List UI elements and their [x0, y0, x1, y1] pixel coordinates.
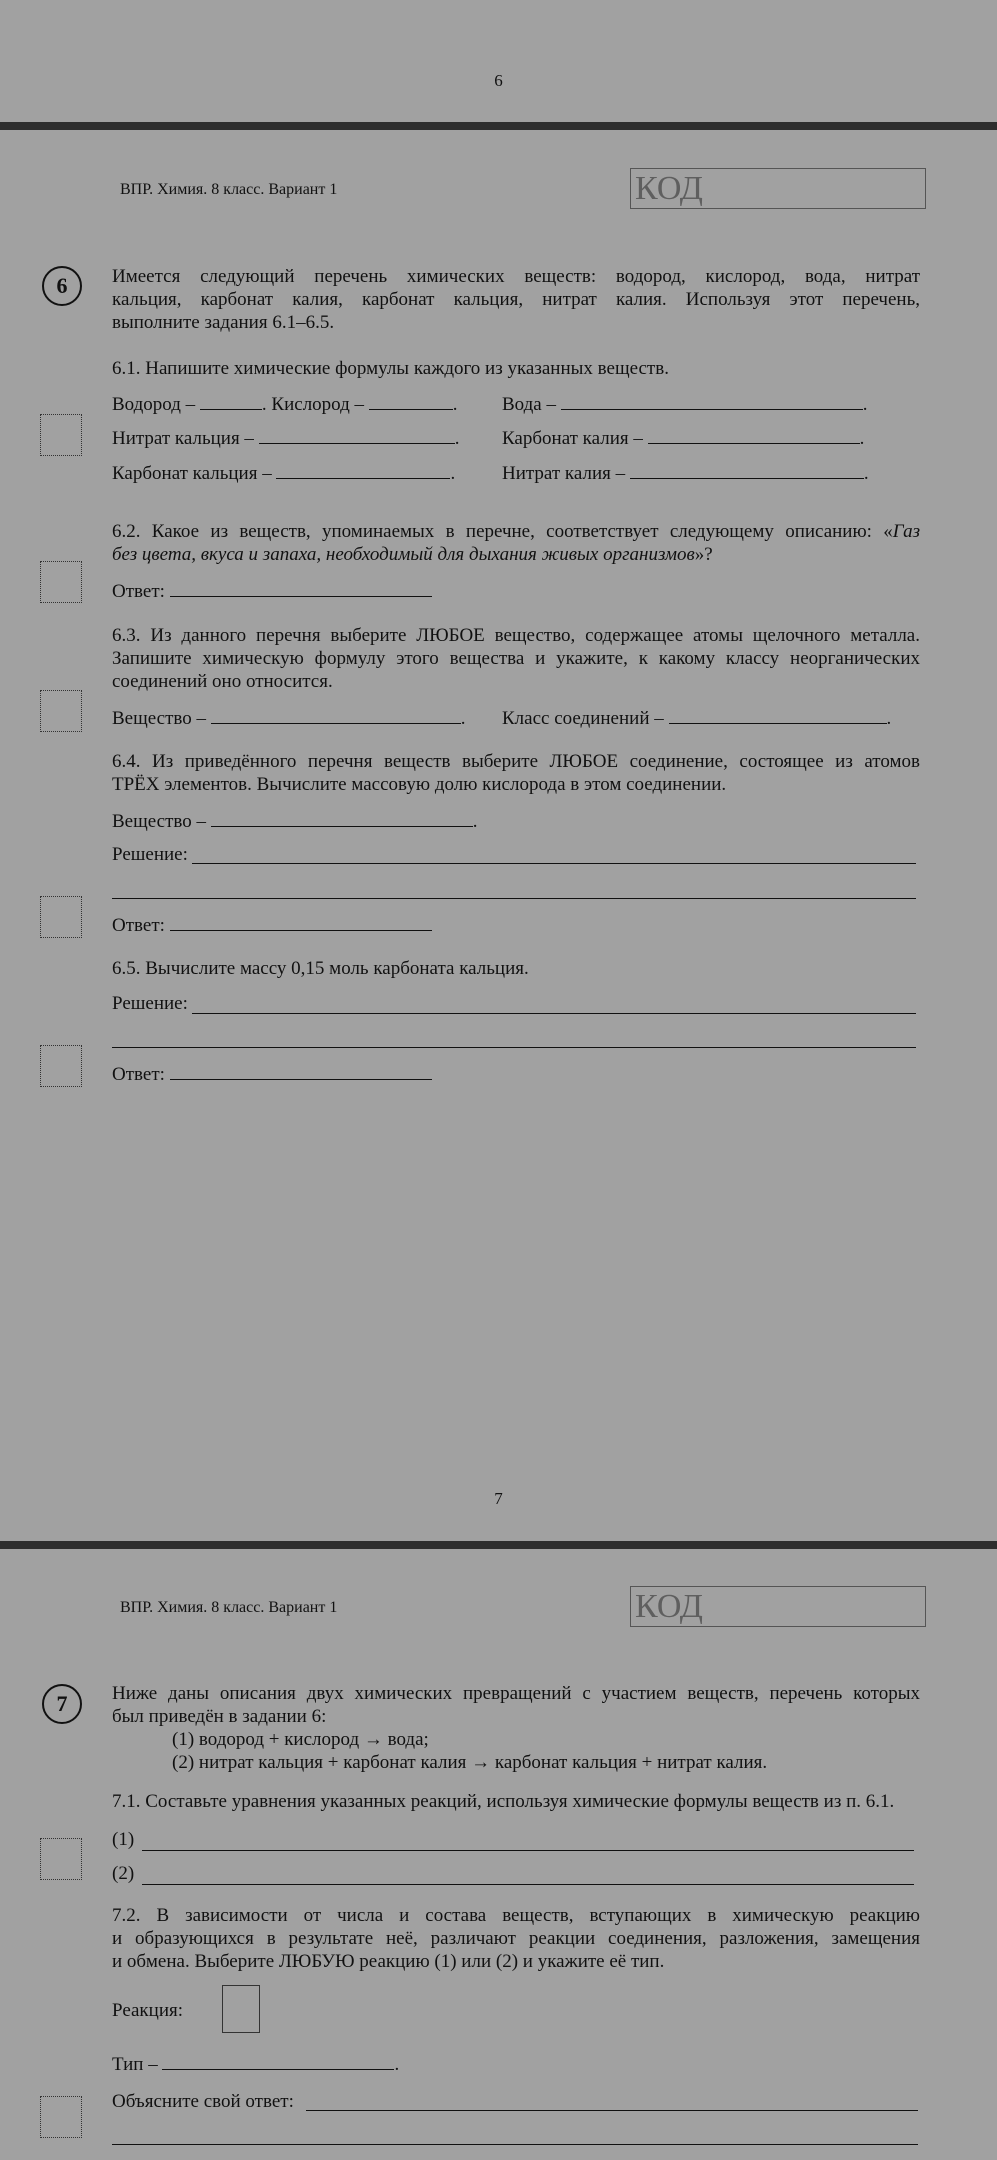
- prompt-line: ТРЁХ элементов. Вычислите массовую долю кислорода в этом соединении.: [112, 774, 727, 795]
- task-number-badge: 7: [42, 1684, 82, 1724]
- task-6-2-prompt: [112, 520, 920, 566]
- class-row: Класс соединений – .: [502, 705, 891, 730]
- row-water: Вода – .: [502, 391, 867, 416]
- prompt-line: 6.4. Из приведённого перечня веществ выберите ЛЮБОЕ соединение, состоящее из атомов: [112, 751, 920, 772]
- equation-2-line[interactable]: [142, 1884, 914, 1885]
- answer-field[interactable]: [170, 578, 432, 597]
- prompt-text: »?: [694, 544, 713, 565]
- page-number: 7: [494, 1489, 503, 1508]
- explain-line[interactable]: [306, 2110, 918, 2111]
- answer-row: [112, 912, 432, 937]
- oxygen-label: Кислород –: [271, 394, 365, 415]
- page-divider: [0, 122, 997, 130]
- intro-line: кальция, карбонат калия, карбонат кальция, нитрат калия. Используя этот перечень,: [112, 289, 920, 310]
- prompt-line: и образующихся в результате неё, различают реакции соединения, разложения, замещения: [112, 1928, 920, 1949]
- type-label: Тип –: [112, 2054, 158, 2075]
- solution-line[interactable]: [112, 898, 916, 899]
- answer-label: Ответ:: [112, 915, 165, 936]
- solution-line[interactable]: [192, 1013, 916, 1014]
- substance-label: Вещество –: [112, 811, 206, 832]
- potassium-nitrate-formula-field[interactable]: [630, 460, 864, 479]
- equation-2-label: (2): [112, 1863, 135, 1884]
- answer-row: [112, 1061, 432, 1086]
- hydrogen-formula-field[interactable]: [200, 391, 262, 410]
- row-potassium-carbonate: Карбонат калия – .: [502, 425, 864, 450]
- page-divider: [0, 1541, 997, 1549]
- class-label: Класс соединений –: [502, 708, 664, 729]
- task-7-1-prompt: 7.1. Составьте уравнения указанных реакций, используя химические формулы веществ из п. 6.1.: [112, 1791, 895, 1812]
- prompt-line: Запишите химическую формулу этого вещества и укажите, к какому классу неорганических: [112, 648, 920, 669]
- score-box[interactable]: [40, 896, 82, 938]
- reaction-choice-label: Реакция:: [112, 2000, 183, 2021]
- water-label: Вода –: [502, 394, 556, 415]
- row-calcium-nitrate: Нитрат кальция – .: [112, 425, 459, 450]
- intro-line: Имеется следующий перечень химических веществ: водород, кислород, вода, нитрат: [112, 266, 920, 287]
- task-7-2-prompt: [112, 1904, 920, 1973]
- task-6-4-prompt: [112, 750, 920, 796]
- type-row: Тип – .: [112, 2051, 399, 2076]
- row-potassium-nitrate: Нитрат калия – .: [502, 460, 869, 485]
- calcium-carbonate-label: Карбонат кальция –: [112, 463, 272, 484]
- code-box[interactable]: КОД: [630, 168, 926, 209]
- task-6-3-prompt: [112, 624, 920, 693]
- class-field[interactable]: [669, 705, 887, 724]
- substance-row: Вещество – .: [112, 808, 477, 833]
- reaction-1: (1) водород + кислород → вода;: [172, 1729, 429, 1750]
- prompt-line: 6.3. Из данного перечня выберите ЛЮБОЕ вещество, содержащее атомы щелочного металла.: [112, 625, 920, 646]
- calcium-nitrate-formula-field[interactable]: [259, 425, 455, 444]
- hydrogen-label: Водород –: [112, 394, 196, 415]
- intro-line: Ниже даны описания двух химических превращений с участием веществ, перечень которых: [112, 1683, 920, 1704]
- prompt-italic: без цвета, вкуса и запаха, необходимый для дыхания живых организмов: [112, 544, 695, 565]
- prompt-line: 7.2. В зависимости от числа и состава веществ, вступающих в химическую реакцию: [112, 1905, 920, 1926]
- score-box[interactable]: [40, 1838, 82, 1880]
- score-box[interactable]: [40, 414, 82, 456]
- prompt-italic: Газ: [892, 521, 920, 542]
- answer-label: Ответ:: [112, 581, 165, 602]
- page-number: 6: [494, 71, 503, 90]
- prompt-text: 6.2. Какое из веществ, упоминаемых в перечне, соответствует следующему описанию: «: [112, 521, 893, 542]
- row-hydrogen-oxygen: Водород – . Кислород – .: [112, 391, 458, 416]
- solution-line[interactable]: [112, 1047, 916, 1048]
- score-box[interactable]: [40, 561, 82, 603]
- score-box[interactable]: [40, 1045, 82, 1087]
- task-6-5-prompt: 6.5. Вычислите массу 0,15 моль карбоната кальция.: [112, 958, 529, 979]
- potassium-nitrate-label: Нитрат калия –: [502, 463, 626, 484]
- substance-label: Вещество –: [112, 708, 206, 729]
- solution-line[interactable]: [192, 863, 916, 864]
- explain-line[interactable]: [112, 2144, 918, 2145]
- task-6-1-prompt: 6.1. Напишите химические формулы каждого из указанных веществ.: [112, 358, 669, 379]
- row-calcium-carbonate: Карбонат кальция – .: [112, 460, 455, 485]
- calcium-nitrate-label: Нитрат кальция –: [112, 428, 254, 449]
- prompt-line: соединений оно относится.: [112, 671, 333, 692]
- equation-1-label: (1): [112, 1829, 135, 1850]
- calcium-carbonate-formula-field[interactable]: [276, 460, 450, 479]
- reaction-2: (2) нитрат кальция + карбонат калия → карбонат кальция + нитрат калия.: [172, 1752, 768, 1773]
- potassium-carbonate-formula-field[interactable]: [648, 425, 860, 444]
- type-field[interactable]: [162, 2051, 394, 2070]
- solution-label: Решение:: [112, 993, 188, 1014]
- answer-field[interactable]: [170, 1061, 432, 1080]
- answer-field[interactable]: [170, 912, 432, 931]
- score-box[interactable]: [40, 2096, 82, 2138]
- task-intro: [112, 265, 920, 334]
- intro-line: был приведён в задании 6:: [112, 1706, 327, 1727]
- water-formula-field[interactable]: [561, 391, 863, 410]
- explain-label: Объясните свой ответ:: [112, 2091, 294, 2112]
- oxygen-formula-field[interactable]: [369, 391, 453, 410]
- intro-line: выполните задания 6.1–6.5.: [112, 312, 335, 333]
- page-header: ВПР. Химия. 8 класс. Вариант 1: [120, 181, 338, 198]
- equation-1-line[interactable]: [142, 1850, 914, 1851]
- task-intro: [112, 1682, 920, 1728]
- task-number-badge: 6: [42, 266, 82, 306]
- code-box[interactable]: КОД: [630, 1586, 926, 1627]
- potassium-carbonate-label: Карбонат калия –: [502, 428, 643, 449]
- substance-row: Вещество – .: [112, 705, 465, 730]
- page-header: ВПР. Химия. 8 класс. Вариант 1: [120, 1599, 338, 1616]
- substance-field[interactable]: [211, 808, 473, 827]
- reaction-choice-box[interactable]: [222, 1985, 260, 2033]
- answer-label: Ответ:: [112, 1064, 165, 1085]
- answer-row: [112, 578, 432, 603]
- solution-label: Решение:: [112, 844, 188, 865]
- prompt-line: и обмена. Выберите ЛЮБУЮ реакцию (1) или (2) и укажите её тип.: [112, 1951, 665, 1972]
- substance-field[interactable]: [211, 705, 461, 724]
- score-box[interactable]: [40, 690, 82, 732]
